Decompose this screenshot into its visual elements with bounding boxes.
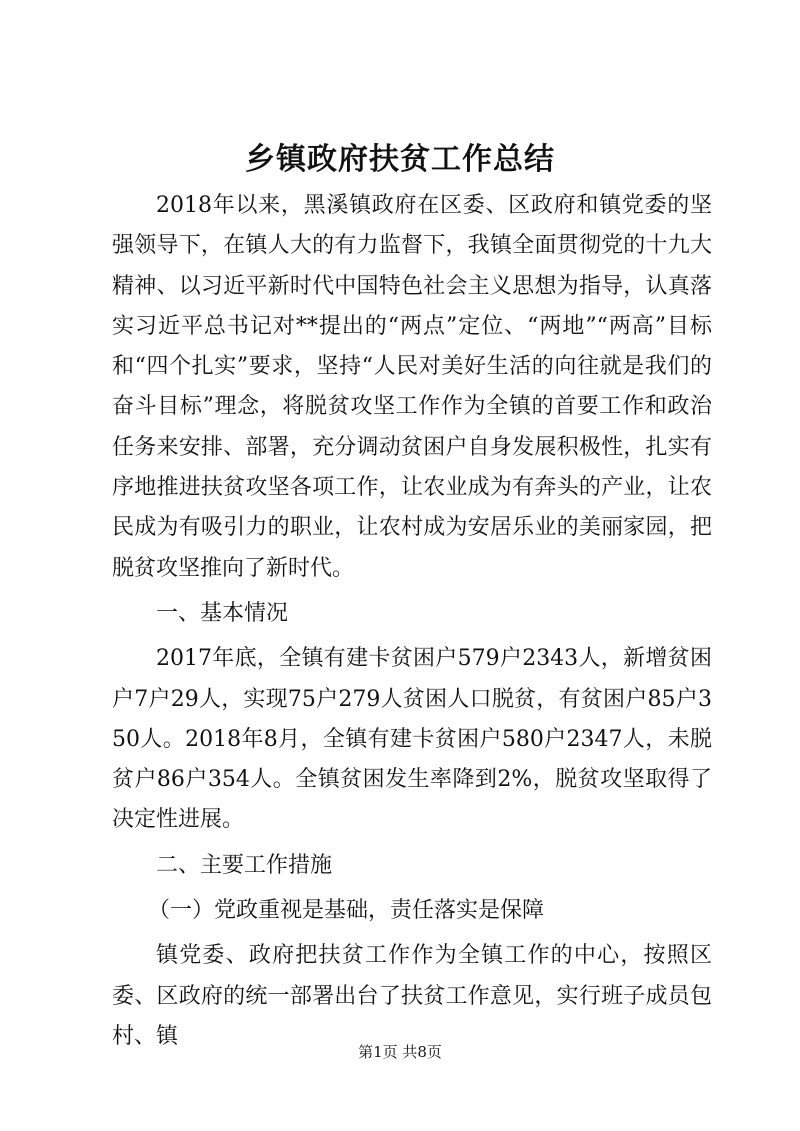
subsection-1-paragraph: 镇党委、政府把扶贫工作作为全镇工作的中心，按照区委、区政府的统一部署出台了扶贫工作意见，实行班子成员包村、镇 <box>112 943 712 1049</box>
page-footer: 第1页 共8页 <box>358 1043 442 1061</box>
document-title: 乡镇政府扶贫工作总结 <box>245 142 555 177</box>
document-body <box>112 186 712 1057</box>
section-1-heading: 一、基本情况 <box>156 600 289 626</box>
section-2-heading: 二、主要工作措施 <box>156 852 333 878</box>
section-1-paragraph: 2017年底，全镇有建卡贫困户579户2343人，新增贫困户7户29人，实现75户279人贫困人口脱贫，有贫困户85户350人。2018年8月，全镇有建卡贫困户580户2347人，未脱贫户86户354人。全镇贫困发生率降到2%，脱贫攻坚取得了决定性进展。 <box>112 646 712 833</box>
intro-paragraph: 2018年以来，黑溪镇政府在区委、区政府和镇党委的坚强领导下，在镇人大的有力监督下，我镇全面贯彻党的十九大精神、以习近平新时代中国特色社会主义思想为指导，认真落实习近平总书记对**提出的“两点”定位、“两地”“两高”目标和“四个扎实”要求，坚持“人民对美好生活的向往就是我们的奋斗目标”理念，将脱贫攻坚工作作为全镇的首要工作和政治任务来安排、部署，充分调动贫困户自身发展积极性，扎实有序地推进扶贫攻坚各项工作，让农业成为有奔头的产业，让农民成为有吸引力的职业，让农村成为安居乐业的美丽家园，把脱贫攻坚推向了新时代。 <box>112 193 712 581</box>
subsection-1-heading: （一）党政重视是基础，责任落实是保障 <box>148 898 545 924</box>
